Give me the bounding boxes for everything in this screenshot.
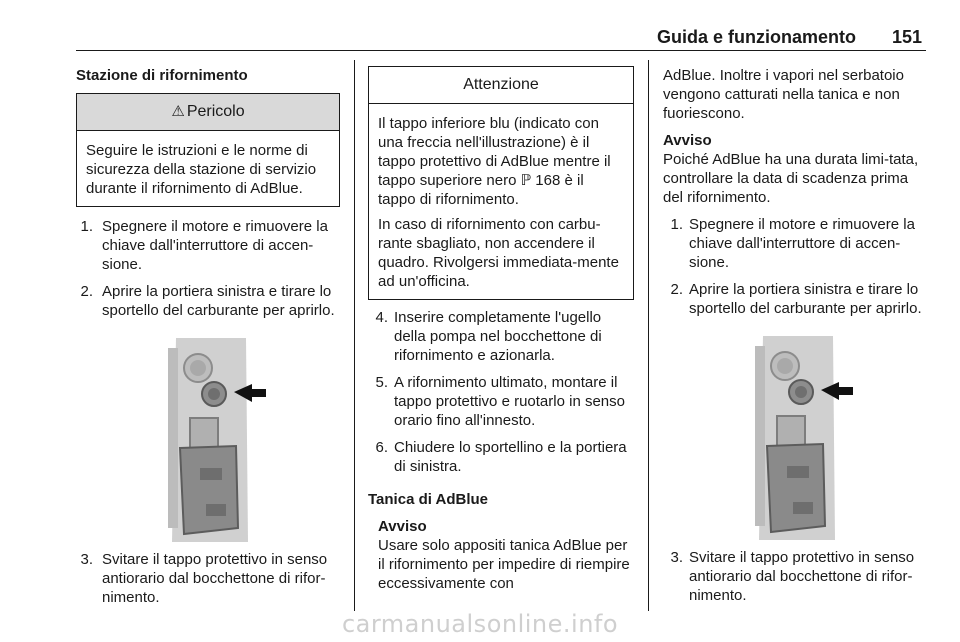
column-2: [368, 56, 634, 593]
list-item: [368, 373, 634, 430]
note-label: Avviso: [378, 518, 427, 535]
note-block: [368, 517, 634, 593]
steps-list: [368, 308, 634, 476]
danger-box-header: [77, 94, 339, 131]
step-number: 4.: [375, 309, 388, 326]
steps-list: [663, 548, 927, 605]
attention-paragraph: In caso di rifornimento con carbu-rante sbagliato, non accendere il quadro. Rivolgersi immediata-mente ad un'officina.: [378, 216, 619, 290]
note-text: Usare solo appositi tanica AdBlue per il rifornimento per impedire di riempire eccessivamente con: [378, 537, 630, 592]
step-text: Aprire la portiera sinistra e tirare lo sportello del carburante per aprirlo.: [689, 281, 922, 317]
page-header: [76, 0, 926, 51]
continued-text: AdBlue. Inoltre i vapori nel serbatoio vengono catturati nella tanica e non fuoriescono.: [663, 67, 904, 122]
step-number: 1.: [80, 218, 93, 235]
list-item: [663, 280, 927, 318]
step-number: 3.: [80, 551, 93, 568]
danger-box: [76, 93, 340, 207]
list-item: [368, 308, 634, 365]
danger-box-title: Pericolo: [186, 103, 245, 120]
step-text: Svitare il tappo protettivo in senso antiorario dal bocchettone di rifor-nimento.: [102, 551, 328, 606]
column-divider: [354, 60, 355, 611]
list-item: [76, 217, 340, 274]
step-text: Inserire completamente l'ugello della pompa nel bocchettone di rifornimento e azionarla.: [394, 309, 602, 364]
step-number: 6.: [375, 439, 388, 456]
step-number: 1.: [670, 216, 683, 233]
page-header-title: Guida e funzionamento: [656, 27, 856, 47]
step-text: A rifornimento ultimato, montare il tappo protettivo e ruotarlo in senso orario fino all'innesto.: [394, 374, 625, 429]
column-divider: [648, 60, 649, 611]
danger-box-text: Seguire le istruzioni e le norme di sicurezza della stazione di servizio durante il rifornimento di AdBlue.: [86, 142, 317, 197]
illustration-svg: [76, 328, 340, 542]
step-text: Aprire la portiera sinistra e tirare lo sportello del carburante per aprirlo.: [102, 283, 335, 319]
watermark: carmanualsonline.info: [341, 610, 619, 638]
list-item: [663, 215, 927, 272]
list-item: [76, 282, 340, 320]
note-label: Avviso: [663, 132, 712, 149]
list-item: [663, 548, 927, 605]
steps-list: [663, 215, 927, 318]
steps-list: [76, 217, 340, 320]
attention-box-header: Attenzione: [369, 67, 633, 104]
step-number: 2.: [670, 281, 683, 298]
attention-box-body: [369, 104, 633, 299]
step-text: Spegnere il motore e rimuovere la chiave dall'interruttore di accen-sione.: [102, 218, 328, 273]
column-1: [76, 56, 340, 607]
page-number: 151: [891, 27, 922, 47]
section-title: Stazione di rifornimento: [76, 67, 248, 84]
danger-box-body: [77, 131, 339, 206]
warning-triangle-icon: ⚠: [171, 103, 185, 120]
step-text: Svitare il tappo protettivo in senso antiorario dal bocchettone di rifor-nimento.: [689, 549, 915, 604]
list-item: [76, 550, 340, 607]
step-number: 3.: [670, 549, 683, 566]
step-text: Spegnere il motore e rimuovere la chiave dall'interruttore di accen-sione.: [689, 216, 915, 271]
adblue-filler-illustration: [663, 326, 927, 540]
attention-box: [368, 66, 634, 300]
attention-paragraph: Il tappo inferiore blu (indicato con una freccia nell'illustrazione) è il tappo protettivo di AdBlue mentre il tappo superiore nero ℙ 168 è il tappo di rifornimento.: [378, 115, 611, 208]
steps-list: [76, 550, 340, 607]
adblue-filler-illustration: [76, 328, 340, 542]
subsection-title: Tanica di AdBlue: [368, 491, 489, 508]
step-text: Chiudere lo sportellino e la portiera di sinistra.: [394, 439, 627, 475]
step-number: 5.: [375, 374, 388, 391]
step-number: 2.: [80, 283, 93, 300]
column-3: [663, 56, 927, 605]
note-text: Poiché AdBlue ha una durata limi-tata, controllare la data di scadenza prima del rifornimento.: [663, 151, 919, 206]
illustration-svg: [663, 326, 927, 540]
list-item: [368, 438, 634, 476]
